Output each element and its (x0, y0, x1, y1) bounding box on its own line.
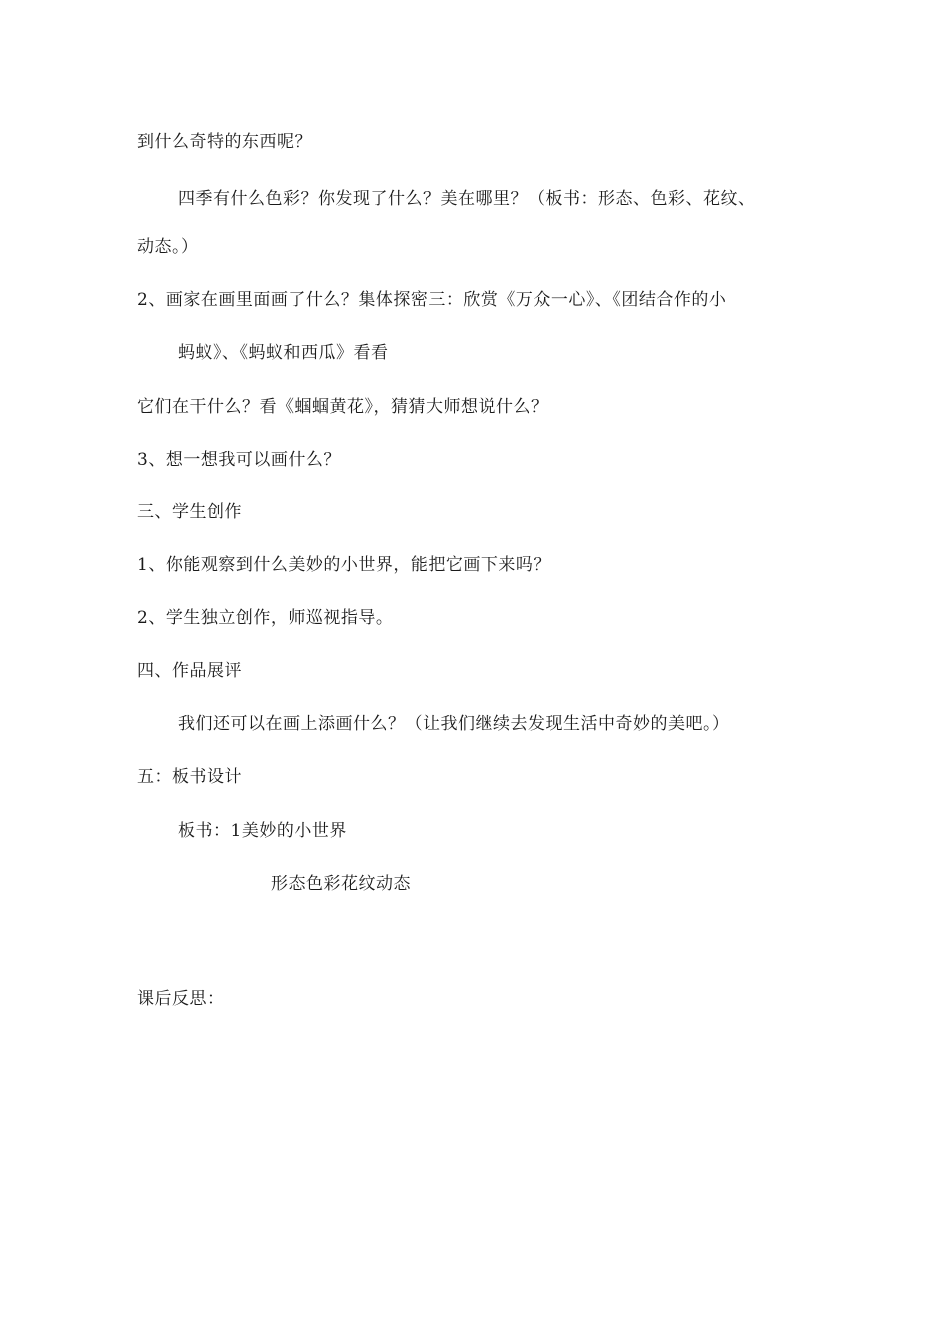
text-line: 2、画家在画里面画了什么？集体探密三：欣赏《万众一心》、《团结合作的小 (137, 290, 727, 310)
text-line: 我们还可以在画上添画什么？（让我们继续去发现生活中奇妙的美吧。） (178, 714, 730, 734)
section-heading: 四、作品展评 (137, 661, 242, 681)
section-heading: 三、学生创作 (137, 502, 242, 522)
text-line: 形态色彩花纹动态 (271, 874, 411, 894)
text-line: 2、学生独立创作，师巡视指导。 (137, 608, 394, 628)
reflection-label: 课后反思： (137, 989, 225, 1009)
text-line: 四季有什么色彩？你发现了什么？美在哪里？（板书：形态、色彩、花纹、 (178, 189, 756, 209)
text-line: 1、你能观察到什么美妙的小世界，能把它画下来吗？ (137, 555, 551, 575)
text-line: 它们在干什么？看《蝈蝈黄花》，猜猜大师想说什么？ (137, 397, 549, 417)
text-line: 到什么奇特的东西呢？ (137, 132, 312, 152)
text-line: 蚂蚁》、《蚂蚁和西瓜》看看 (178, 343, 389, 363)
text-line: 动态。） (137, 237, 199, 257)
section-heading: 五：板书设计 (137, 767, 242, 787)
text-line: 3、想一想我可以画什么？ (137, 450, 341, 470)
text-line: 板书：1美妙的小世界 (178, 821, 347, 841)
